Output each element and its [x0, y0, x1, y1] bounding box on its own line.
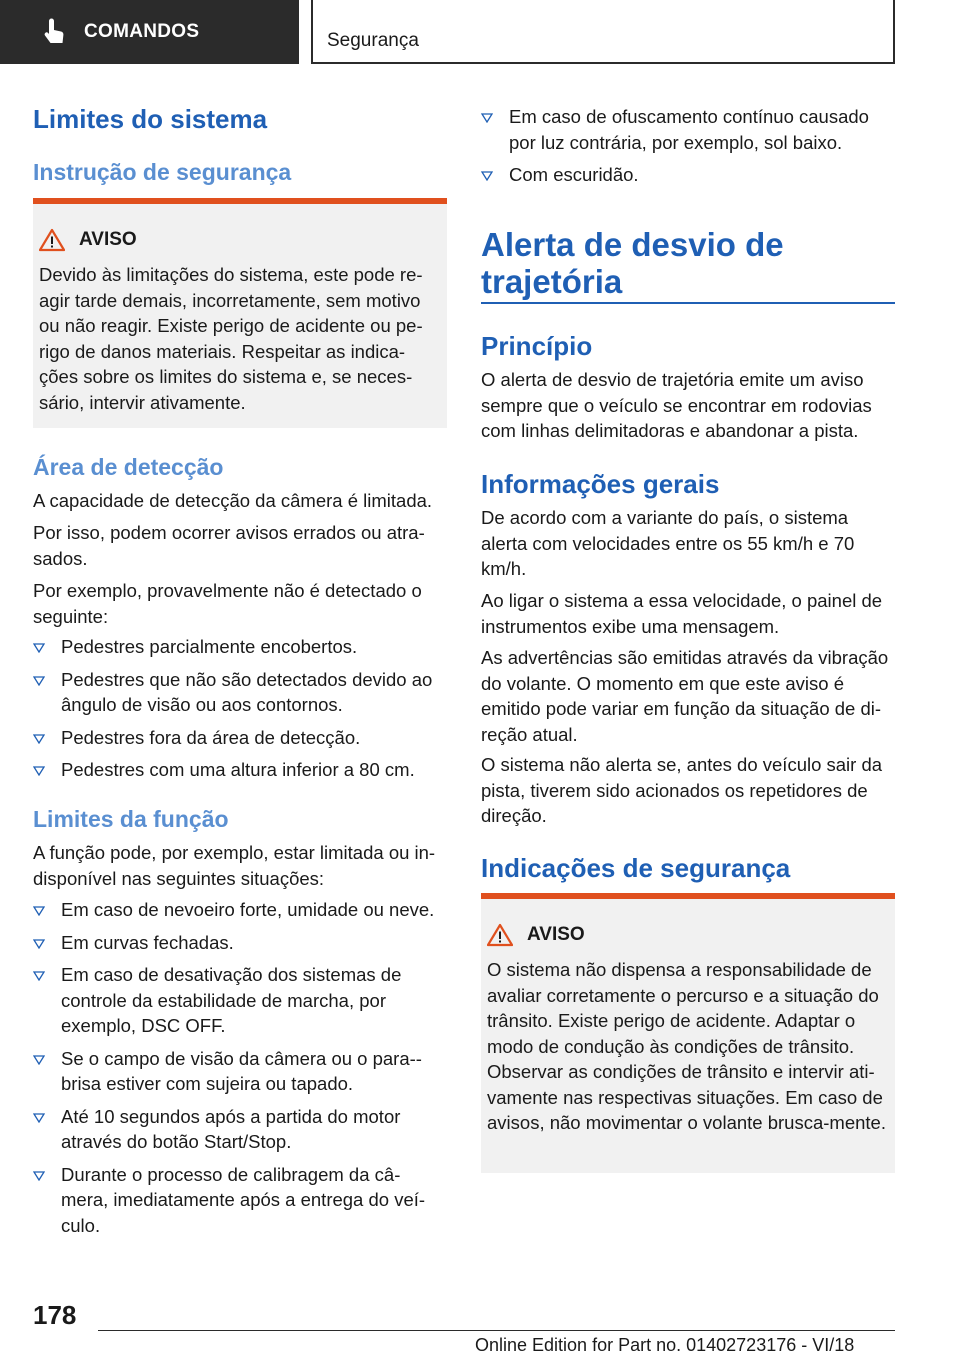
warning-text: O sistema não dispensa a responsabilidade de avaliar corretamente o percurso e a situação do trânsito. Existe perigo de acidente. Adaptar o modo de condução às condições de trânsito. Observar as condições de trânsito e intervir ati-vamente nas respectivas situações. Em caso de avisos, não movimentar o volante brusca-mente.	[487, 959, 886, 1133]
list-item: Com escuridão.	[481, 162, 895, 188]
list-item: Em caso de desativação dos sistemas de controle da estabilidade de marcha, por exemplo, DSC OFF.	[33, 962, 447, 1039]
function-limits-heading: Limites da função	[33, 806, 229, 832]
section-header	[311, 0, 895, 64]
chapter-tab[interactable]	[0, 0, 299, 64]
list-item: Se o campo de visão da câmera ou o para--brisa estiver com sujeira ou tapado.	[33, 1046, 447, 1097]
paragraph: Por isso, podem ocorrer avisos errados ou atra-sados.	[33, 522, 425, 569]
list-item: Pedestres parcialmente encobertos.	[33, 634, 447, 660]
paragraph: O alerta de desvio de trajetória emite um aviso sempre que o veículo se encontrar em rodovias com linhas delimitadoras e abandonar a pista.	[481, 369, 872, 441]
triangle-bullet-icon	[33, 971, 45, 981]
warning-box	[481, 893, 895, 1173]
safety-instruction-heading: Instrução de segurança	[33, 159, 292, 185]
limits-list	[33, 897, 447, 1238]
paragraph: A capacidade de detecção da câmera é limitada.	[33, 490, 433, 511]
footer-divider	[98, 1330, 895, 1331]
section-title-limits: Limites do sistema	[33, 104, 268, 134]
safety-indications-heading: Indicações de segurança	[481, 853, 791, 883]
warning-box	[33, 198, 447, 428]
paragraph: A função pode, por exemplo, estar limitada ou in-disponível nas seguintes situações:	[33, 842, 436, 889]
warning-label: AVISO	[79, 229, 137, 250]
title-divider	[481, 302, 895, 304]
triangle-bullet-icon	[33, 676, 45, 686]
triangle-bullet-icon	[481, 171, 493, 181]
paragraph: O sistema não alerta se, antes do veículo sair da pista, tiverem sido acionados os repetidores de direção.	[481, 754, 883, 826]
hand-pointer-icon	[38, 15, 72, 49]
warning-triangle-icon	[39, 228, 65, 252]
triangle-bullet-icon	[33, 766, 45, 776]
list-item: Em caso de nevoeiro forte, umidade ou neve.	[33, 897, 447, 923]
list-item: Pedestres fora da área de detecção.	[33, 725, 447, 751]
detection-area-heading: Área de detecção	[33, 454, 224, 480]
paragraph: De acordo com a variante do país, o sistema alerta com velocidades entre os 55 km/h e 70 km/h.	[481, 507, 855, 579]
paragraph: As advertências são emitidas através da vibração do volante. O momento em que este aviso é emitido pode variar em função da situação de di-reção atual.	[481, 647, 889, 745]
list-item: Até 10 segundos após a partida do motor através do botão Start/Stop.	[33, 1104, 447, 1155]
chapter-title-line-2: trajetória	[481, 263, 623, 300]
paragraph: Por exemplo, provavelmente não é detectado o seguinte:	[33, 580, 422, 627]
warning-triangle-icon	[487, 923, 513, 947]
list-item: Pedestres que não são detectados devido ao ângulo de visão ou aos contornos.	[33, 667, 447, 718]
page-number: 178	[33, 1300, 77, 1330]
section-title: Segurança	[327, 30, 419, 51]
triangle-bullet-icon	[33, 734, 45, 744]
edition-note: Online Edition for Part no. 01402723176 - VI/18	[475, 1335, 855, 1355]
warning-header	[39, 228, 137, 252]
triangle-bullet-icon	[33, 1113, 45, 1123]
detection-list	[33, 634, 447, 783]
principle-heading: Princípio	[481, 331, 593, 361]
general-info-heading: Informações gerais	[481, 469, 720, 499]
warning-text: Devido às limitações do sistema, este pode re-agir tarde demais, incorretamente, sem motivo ou não reagir. Existe perigo de acidente ou pe-rigo de danos materiais. Respeitar as indica-ções sobre os limites do sistema e, se neces-sário, intervir ativamente.	[39, 264, 423, 413]
triangle-bullet-icon	[33, 643, 45, 653]
chapter-title-line-1: Alerta de desvio de	[481, 226, 784, 263]
warning-label: AVISO	[527, 924, 585, 945]
triangle-bullet-icon	[33, 906, 45, 916]
paragraph: Ao ligar o sistema a essa velocidade, o painel de instrumentos exibe uma mensagem.	[481, 590, 883, 637]
list-item: Em curvas fechadas.	[33, 930, 447, 956]
list-item: Em caso de ofuscamento contínuo causado por luz contrária, por exemplo, sol baixo.	[481, 104, 895, 155]
continued-list	[481, 104, 895, 188]
triangle-bullet-icon	[33, 1055, 45, 1065]
list-item: Durante o processo de calibragem da câ-mera, imediatamente após a entrega do veí-culo.	[33, 1162, 447, 1239]
triangle-bullet-icon	[481, 113, 493, 123]
list-item: Pedestres com uma altura inferior a 80 cm.	[33, 757, 447, 783]
triangle-bullet-icon	[33, 939, 45, 949]
warning-header	[487, 923, 585, 947]
triangle-bullet-icon	[33, 1171, 45, 1181]
chapter-label: COMANDOS	[84, 21, 200, 42]
